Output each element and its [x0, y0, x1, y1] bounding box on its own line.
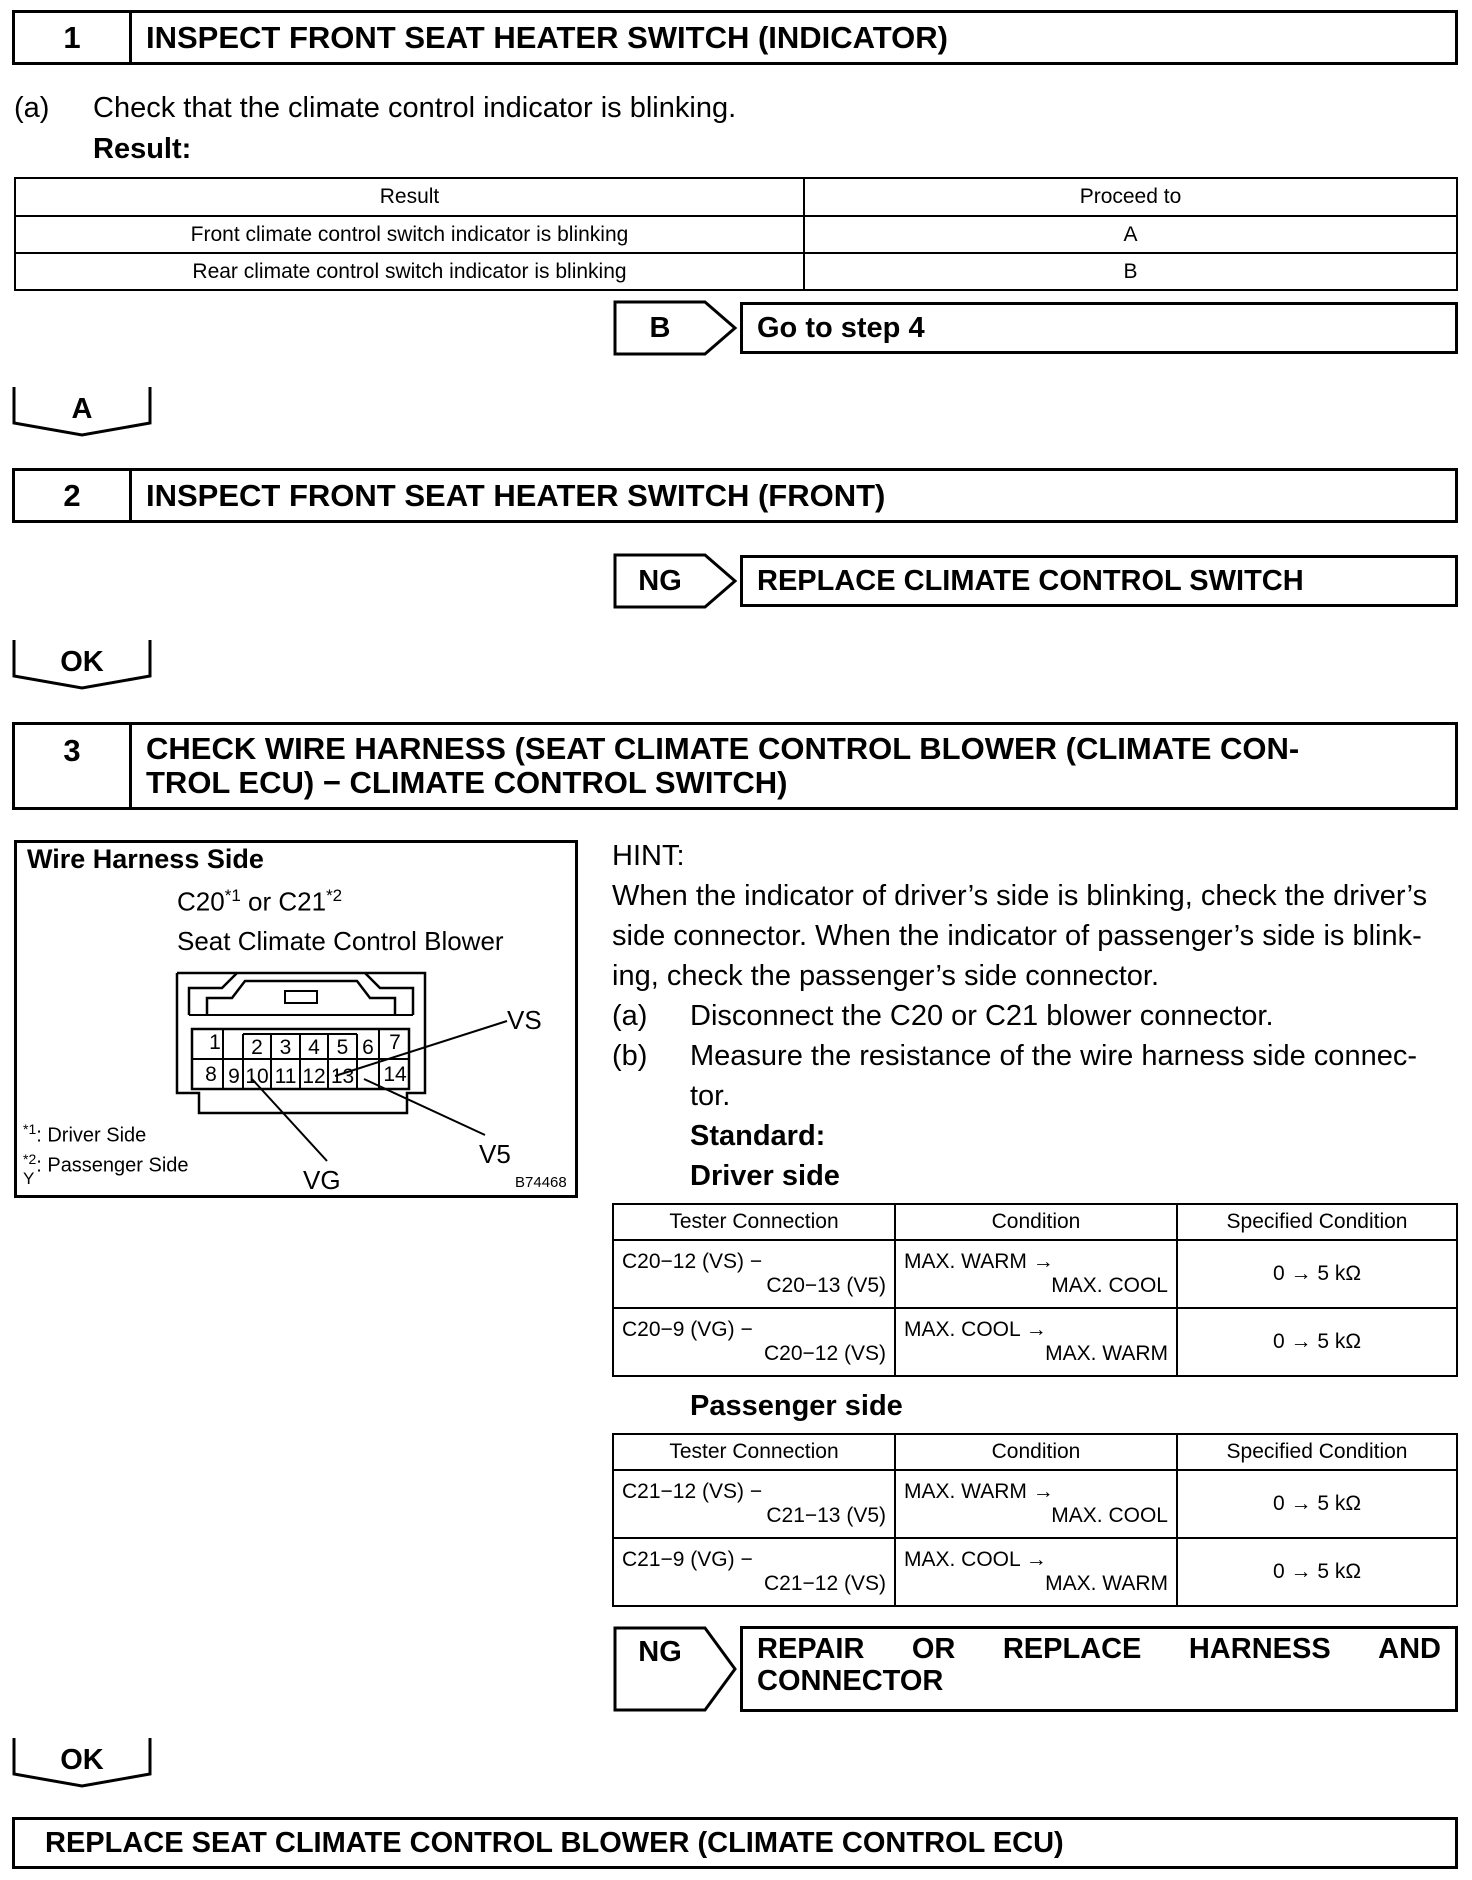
table-row [613, 1308, 1457, 1376]
wire-harness-diagram [14, 840, 578, 1198]
label-vg: VG [303, 1165, 341, 1195]
substep-b-cont: tor. [690, 1080, 731, 1112]
pin-label: 9 [228, 1065, 240, 1088]
table-header-cell: Specified Condition [1177, 1204, 1457, 1240]
table-cell: A [804, 216, 1457, 253]
substep-b-marker: (b) [612, 1040, 648, 1072]
pin-label: 13 [330, 1065, 355, 1088]
standard-label: Standard: [690, 1120, 826, 1152]
table-cell: Rear climate control switch indicator is blinking [15, 253, 804, 290]
table-cell: C21−12 (VS) − C21−13 (V5) [613, 1470, 895, 1538]
substep-a-marker: (a) [612, 1000, 648, 1032]
diagram-component-name: Seat Climate Control Blower [177, 926, 504, 956]
table-cell: 0 → 5 kΩ [1177, 1538, 1457, 1606]
driver-side-label: Driver side [690, 1160, 840, 1192]
table-cell: C20−9 (VG) − C20−12 (VS) [613, 1308, 895, 1376]
table-header-cell: Tester Connection [613, 1204, 895, 1240]
table-header-cell: Specified Condition [1177, 1434, 1457, 1470]
step1-continue-label[interactable]: A [71, 393, 93, 425]
pin-label: 1 [209, 1031, 221, 1054]
step1-instruction-marker: (a) [14, 92, 50, 124]
table-row [15, 253, 1457, 290]
table-header-cell: Condition [895, 1434, 1177, 1470]
pin-label: 2 [251, 1036, 263, 1059]
table-cell: 0 → 5 kΩ [1177, 1240, 1457, 1308]
pin-label: 11 [274, 1065, 297, 1088]
table-cell: B [804, 253, 1457, 290]
table-cell: MAX. COOL → MAX. WARM [895, 1308, 1177, 1376]
label-v5: V5 [479, 1139, 511, 1169]
y-mark: Y [23, 1169, 35, 1188]
step3-title-line2: TROL ECU) − CLIMATE CONTROL SWITCH) [146, 765, 788, 800]
passenger-side-label: Passenger side [690, 1390, 903, 1422]
pin-label: 4 [308, 1036, 320, 1059]
table-row [15, 216, 1457, 253]
substep-b: Measure the resistance of the wire harness side connec- [690, 1040, 1417, 1072]
table-row [613, 1240, 1457, 1308]
pin-label: 10 [245, 1065, 269, 1088]
hint-line: side connector. When the indicator of passenger’s side is blink- [612, 920, 1422, 952]
pin-label: 6 [362, 1036, 374, 1059]
step1-instruction: Check that the climate control indicator is blinking. [93, 92, 737, 124]
step1-result-table [14, 177, 1458, 291]
table-cell: MAX. COOL → MAX. WARM [895, 1538, 1177, 1606]
hint-label: HINT: [612, 840, 685, 872]
figure-id: B74468 [515, 1174, 567, 1191]
step1-header [12, 10, 1458, 65]
diagram-heading: Wire Harness Side [27, 844, 264, 874]
step3-branch-destination[interactable]: REPAIR OR REPLACE HARNESS AND CONNECTOR [740, 1626, 1458, 1712]
step2-number: 2 [15, 471, 132, 520]
hint-line: When the indicator of driver’s side is blinking, check the driver’s [612, 880, 1428, 912]
table-header-cell: Proceed to [804, 178, 1457, 216]
table-cell: MAX. WARM → MAX. COOL [895, 1240, 1177, 1308]
final-action-box [12, 1817, 1458, 1869]
table-row [613, 1538, 1457, 1606]
step1-number: 1 [15, 13, 132, 62]
table-cell: C20−12 (VS) − C20−13 (V5) [613, 1240, 895, 1308]
step2-branch-tag[interactable]: NG [638, 564, 682, 597]
table-header-cell: Result [15, 178, 804, 216]
step3-header [12, 722, 1458, 810]
step1-result-label: Result: [93, 133, 192, 165]
step1-title: INSPECT FRONT SEAT HEATER SWITCH (INDICATOR) [146, 19, 948, 55]
note-driver-side: $^{*1}$: Driver Side [23, 1121, 147, 1147]
table-cell: MAX. WARM → MAX. COOL [895, 1470, 1177, 1538]
step1-branch-tag[interactable]: B [649, 311, 671, 344]
table-header-row [613, 1204, 1457, 1240]
step2-branch-destination[interactable]: REPLACE CLIMATE CONTROL SWITCH [740, 555, 1458, 607]
step2-title: INSPECT FRONT SEAT HEATER SWITCH (FRONT) [146, 477, 886, 513]
pin-label: 8 [205, 1063, 217, 1086]
pin-label: 3 [279, 1036, 292, 1059]
table-row [613, 1470, 1457, 1538]
driver-side-table [612, 1203, 1458, 1377]
pin-label: 14 [383, 1063, 407, 1086]
pin-label: 7 [389, 1031, 401, 1054]
table-header-cell: Condition [895, 1204, 1177, 1240]
table-header-row [15, 178, 1457, 216]
table-cell: 0 → 5 kΩ [1177, 1308, 1457, 1376]
table-cell: Front climate control switch indicator is blinking [15, 216, 804, 253]
step1-branch-destination[interactable]: Go to step 4 [740, 302, 1458, 354]
step2-header [12, 468, 1458, 523]
note-passenger-side: $^{*2}$: Passenger Side [23, 1151, 189, 1177]
table-cell: C21−9 (VG) − C21−12 (VS) [613, 1538, 895, 1606]
table-header-cell: Tester Connection [613, 1434, 895, 1470]
step3-continue-label[interactable]: OK [60, 1744, 104, 1776]
substep-a: Disconnect the C20 or C21 blower connector. [690, 1000, 1274, 1032]
pin-label: 5 [336, 1036, 349, 1059]
step3-title-line1: CHECK WIRE HARNESS (SEAT CLIMATE CONTROL BLOWER (CLIMATE CON- [146, 731, 1300, 766]
step2-continue-label[interactable]: OK [60, 646, 104, 678]
table-header-row [613, 1434, 1457, 1470]
final-action-title: REPLACE SEAT CLIMATE CONTROL BLOWER (CLIMATE CONTROL ECU) [45, 1826, 1064, 1859]
step3-number: 3 [15, 725, 132, 807]
step3-branch-tag[interactable]: NG [638, 1635, 682, 1668]
pin-label: 12 [302, 1065, 326, 1088]
hint-line: ing, check the passenger’s side connector. [612, 960, 1160, 992]
step3-title [132, 725, 1455, 807]
label-vs: VS [507, 1005, 542, 1035]
table-cell: 0 → 5 kΩ [1177, 1470, 1457, 1538]
passenger-side-table [612, 1433, 1458, 1607]
diagram-connector-id: C20$^{*1}$ or C21$^{*2}$ [177, 886, 343, 917]
